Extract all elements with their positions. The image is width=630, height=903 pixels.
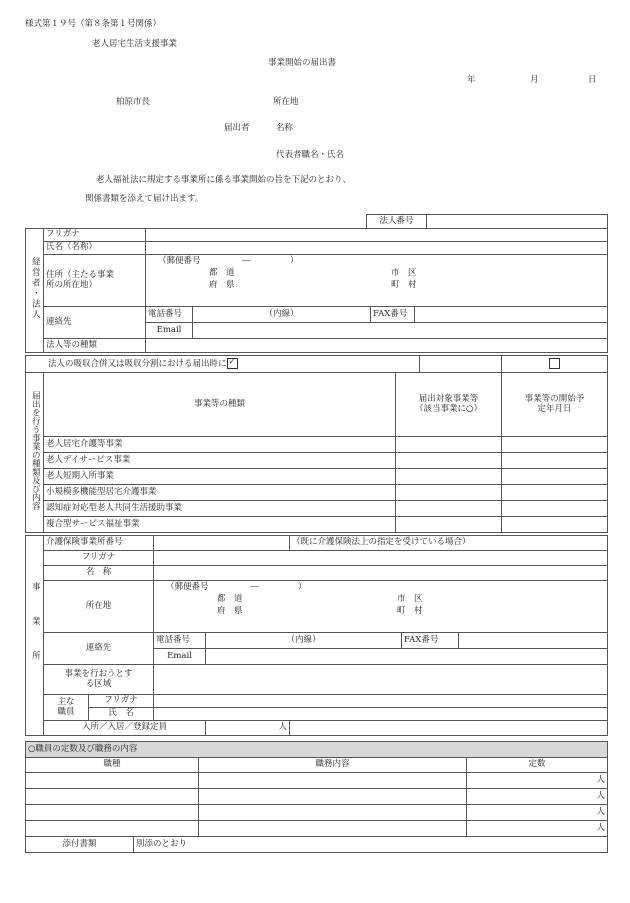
corp-number-table (366, 214, 608, 229)
services-section-label: 届出を行う事業の種類及び内容 (26, 373, 44, 533)
operator-section-label: 経営者・法人 (26, 229, 44, 353)
staffing-table (25, 741, 608, 853)
operator-fax-field[interactable] (415, 307, 608, 323)
capacity-blank (290, 721, 608, 736)
service-start-cell[interactable] (502, 485, 608, 501)
staffing-duty-cell[interactable] (199, 821, 467, 837)
staff-name-label: 氏 名 (89, 708, 154, 721)
office-furigana-field[interactable] (154, 551, 608, 566)
capacity-field[interactable]: 人 (206, 721, 290, 736)
service-start-cell[interactable] (502, 437, 608, 453)
office-name-label: 名 称 (44, 566, 154, 581)
staff-furigana-label: フリガナ (89, 695, 154, 708)
service-area-label: 事業を行おうとす る区域 (44, 665, 154, 695)
service-target-cell[interactable] (396, 485, 502, 501)
staffing-duty-cell[interactable] (199, 789, 467, 805)
office-email-label: Email (154, 649, 206, 665)
capacity-label: 入所／入居／登録定員 (44, 721, 206, 736)
staff-name-field[interactable] (154, 708, 608, 721)
form-number: 様式第１９号（第８条第１号関係） (25, 19, 162, 29)
staff-furigana-field[interactable] (154, 695, 608, 708)
service-row-label: 老人短期入所事業 (44, 469, 396, 485)
services-table (25, 372, 608, 533)
name-label: 名称 (276, 123, 294, 133)
office-email-field[interactable] (206, 649, 608, 665)
services-kind-header: 事業等の種類 (44, 373, 396, 437)
applicant-label: 届出者 (224, 123, 250, 133)
staffing-count-cell[interactable]: 人 (467, 805, 608, 821)
operator-furigana-label: フリガナ (44, 229, 146, 242)
attachment-label: 添付書類 (26, 837, 134, 853)
office-tel-field[interactable]: （内線） (206, 633, 402, 649)
staffing-count-cell[interactable]: 人 (467, 821, 608, 837)
month-label: 月 (530, 75, 539, 85)
office-section-label: 事業所 (26, 536, 44, 736)
service-target-cell[interactable] (396, 517, 502, 533)
operator-email-label: Email (146, 323, 193, 339)
service-row-label: 老人居宅介護等事業 (44, 437, 396, 453)
staffing-type-cell[interactable] (26, 773, 199, 789)
operator-table (25, 228, 608, 353)
operator-tel-label: 電話番号 (146, 307, 193, 323)
operator-email-field[interactable] (193, 323, 608, 339)
office-fax-field[interactable] (459, 633, 608, 649)
year-label: 年 (467, 75, 476, 85)
operator-name-field[interactable] (146, 242, 608, 255)
merger-checkbox[interactable] (549, 358, 560, 369)
service-start-cell[interactable] (502, 453, 608, 469)
office-contact-label: 連絡先 (44, 633, 154, 665)
kaigo-number-note: （既に介護保険法上の指定を受けている場合） (290, 536, 608, 551)
staffing-count-cell[interactable]: 人 (467, 789, 608, 805)
office-location-label: 所在地 (44, 581, 154, 633)
kaigo-number-field[interactable] (154, 536, 290, 551)
operator-kind-field[interactable] (146, 339, 608, 353)
service-area-field[interactable] (154, 665, 608, 695)
staffing-duty-cell[interactable] (199, 805, 467, 821)
office-table (25, 535, 608, 736)
staffing-duty-cell[interactable] (199, 773, 467, 789)
staffing-count-header: 定数 (467, 758, 608, 773)
service-start-cell[interactable] (502, 501, 608, 517)
staffing-duty-header: 職務内容 (199, 758, 467, 773)
office-tel-label: 電話番号 (154, 633, 206, 649)
service-target-cell[interactable] (396, 469, 502, 485)
staffing-type-cell[interactable] (26, 789, 199, 805)
document-title: 事業開始の届出書 (268, 58, 337, 68)
office-fax-label: FAX番号 (402, 633, 459, 649)
staffing-type-cell[interactable] (26, 821, 199, 837)
addressee: 柏原市長 (116, 97, 151, 107)
operator-contact-label: 連絡先 (44, 307, 146, 339)
service-start-cell[interactable] (502, 517, 608, 533)
operator-kind-label: 法人等の種類 (44, 339, 146, 353)
statement-line-2: 関係書類を添えて届け出ます。 (85, 194, 204, 204)
merger-checkbox-checked[interactable]: ✓ (227, 358, 238, 369)
corp-number-field[interactable] (427, 215, 608, 229)
corp-number-label: 法人番号 (367, 215, 427, 229)
operator-fax-label: FAX番号 (371, 307, 415, 323)
service-start-cell[interactable] (502, 469, 608, 485)
merger-checkbox-cell (502, 356, 608, 373)
staffing-count-cell[interactable]: 人 (467, 773, 608, 789)
office-furigana-label: フリガナ (44, 551, 154, 566)
service-target-cell[interactable] (396, 437, 502, 453)
address-label: 所在地 (273, 97, 299, 107)
service-row-label: 老人デイサービス事業 (44, 453, 396, 469)
kaigo-number-label: 介護保険事業所番号 (44, 536, 154, 551)
service-row-label: 認知症対応型老人共同生活援助事業 (44, 501, 396, 517)
attachment-value: 別添のとおり (134, 837, 608, 853)
operator-furigana-field[interactable] (146, 229, 608, 242)
staff-label: 主な 職員 (44, 695, 89, 721)
operator-tel-field[interactable]: （内線） (193, 307, 371, 323)
staffing-type-header: 職種 (26, 758, 199, 773)
statement-line-1: 老人福祉法に規定する事業所に係る事業開始の旨を下記のとおり、 (96, 175, 352, 185)
merger-label: 法人の吸収合併又は吸収分割における届出時に ✓ (26, 356, 420, 373)
day-label: 日 (588, 75, 597, 85)
operator-name-label: 氏名（名称） (44, 242, 146, 255)
staffing-type-cell[interactable] (26, 805, 199, 821)
service-target-cell[interactable] (396, 501, 502, 517)
office-location-field[interactable]: （郵便番号 ― ） 都 道 府 県 市 区 町 村 (154, 581, 608, 633)
merger-table (25, 355, 608, 373)
operator-address-field[interactable]: （郵便番号 ― ） 都 道 府 県 市 区 町 村 (146, 255, 608, 307)
merger-blank (420, 356, 502, 373)
service-row-label: 複合型サービス福祉事業 (44, 517, 396, 533)
services-start-header: 事業等の開始予 定年月日 (502, 373, 608, 437)
business-type: 老人居宅生活支援事業 (92, 39, 178, 49)
service-row-label: 小規模多機能型居宅介護事業 (44, 485, 396, 501)
services-target-header: 届出対象事業等 （該当事業に○） (396, 373, 502, 437)
service-target-cell[interactable] (396, 453, 502, 469)
staffing-title: ○職員の定数及び職務の内容 (26, 742, 608, 758)
representative-label: 代表者職名・氏名 (276, 150, 345, 160)
office-name-field[interactable] (154, 566, 608, 581)
operator-address-label: 住所（主たる事業 所の所在地） (44, 255, 146, 307)
